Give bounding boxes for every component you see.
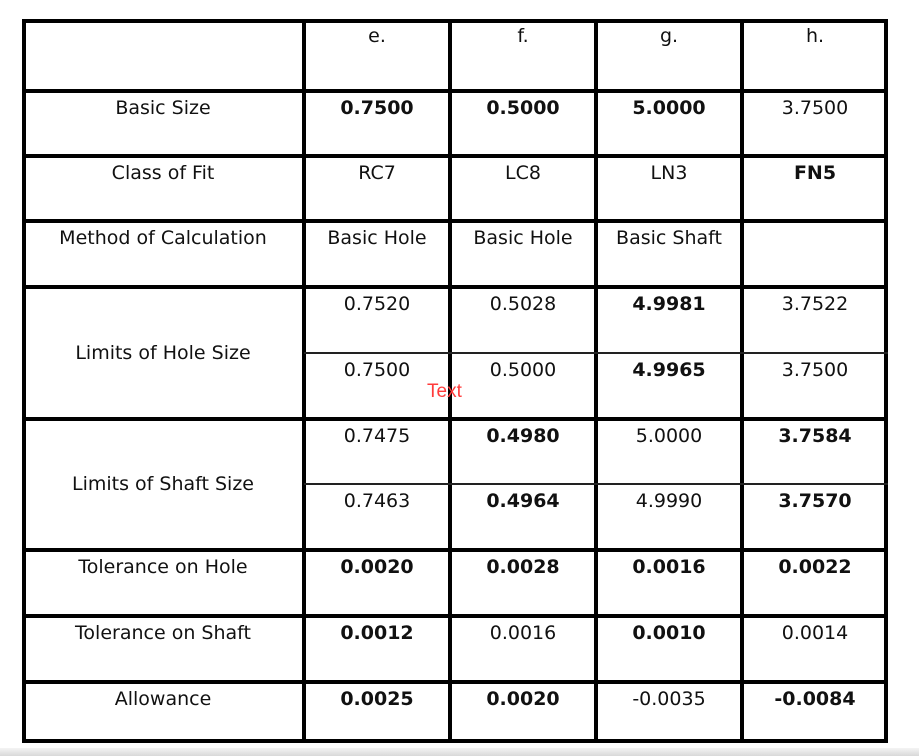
table-cell: 3.7500 <box>781 97 849 119</box>
table-cell: 0.7463 <box>343 490 411 512</box>
row-label: Limits of Hole Size <box>75 341 251 364</box>
table-cell: 0.7475 <box>343 425 411 447</box>
table-cell: 0.0016 <box>632 556 706 578</box>
table-cell: 0.4980 <box>486 425 560 447</box>
row-label: Basic Size <box>115 97 211 119</box>
table-cell: 0.0028 <box>486 556 560 578</box>
table-cell: LC8 <box>505 162 541 184</box>
table-cell: 0.0020 <box>340 556 414 578</box>
row-label: Allowance <box>114 688 212 710</box>
table-cell: 0.5000 <box>489 359 557 381</box>
row-label: Class of Fit <box>111 162 215 184</box>
table-cell: 0.7500 <box>340 97 414 119</box>
row-label: Tolerance on Hole <box>78 556 248 578</box>
row-label: Tolerance on Shaft <box>75 622 251 644</box>
table-cell: 0.0025 <box>340 688 414 710</box>
table-cell: -0.0084 <box>774 688 856 710</box>
table-cell: Basic Hole <box>327 227 427 249</box>
table-cell: LN3 <box>650 162 688 184</box>
window-bottom-edge <box>0 748 919 756</box>
table-cell: Basic Shaft <box>616 227 722 249</box>
table-cell: 0.7520 <box>343 293 411 315</box>
table-cell: 4.9990 <box>635 490 703 512</box>
table-cell: 0.0022 <box>778 556 852 578</box>
table-cell: 0.5028 <box>489 293 557 315</box>
table-cell: 4.9981 <box>632 293 706 315</box>
table-cell: 3.7584 <box>778 425 852 447</box>
row-label: Method of Calculation <box>59 227 267 249</box>
table-cell: 4.9965 <box>632 359 706 381</box>
row-label: Limits of Shaft Size <box>72 473 254 495</box>
table-cell: 0.0016 <box>489 622 557 644</box>
table-cell: RC7 <box>358 162 396 184</box>
table-cell: 0.0010 <box>632 622 706 644</box>
table-cell: 0.5000 <box>486 97 560 119</box>
table-cell: 5.0000 <box>635 425 703 447</box>
table-cell: 0.4964 <box>486 490 560 512</box>
table-cell: 0.7500 <box>343 359 411 381</box>
column-header: g. <box>659 25 679 47</box>
table-cell: 3.7500 <box>781 359 849 381</box>
table-cell: FN5 <box>793 162 837 184</box>
column-header: h. <box>805 25 825 47</box>
table-cell: 0.0020 <box>486 688 560 710</box>
table-cell: 5.0000 <box>632 97 706 119</box>
table-cell: Basic Hole <box>473 227 573 249</box>
table-cell: -0.0035 <box>632 688 706 710</box>
table-cell: 0.0014 <box>781 622 849 644</box>
column-header: e. <box>368 25 386 47</box>
table-cell <box>742 221 888 287</box>
table-cell: 3.7522 <box>781 293 849 315</box>
table-cell: 3.7570 <box>778 490 852 512</box>
table-cell: 0.0012 <box>340 622 414 644</box>
column-header: f. <box>517 25 529 47</box>
text-overlay[interactable]: Text <box>427 381 462 402</box>
